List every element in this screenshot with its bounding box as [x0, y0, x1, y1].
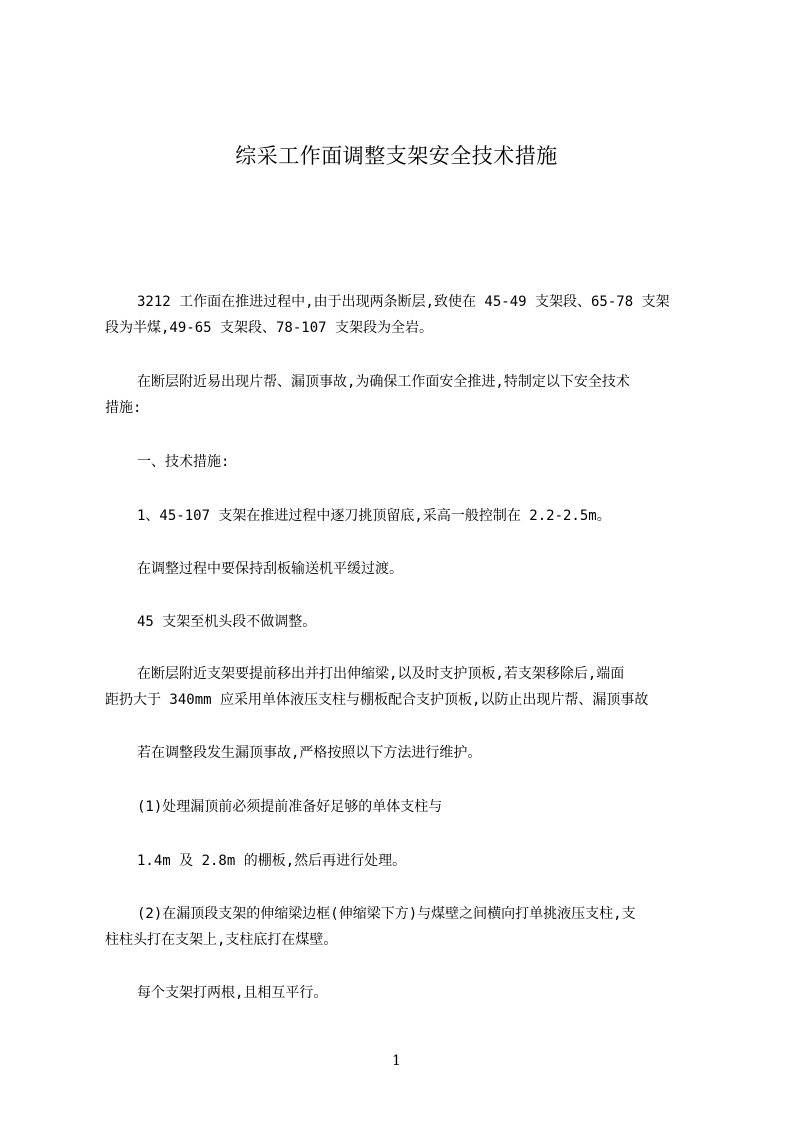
paragraph-line: (2)在漏顶段支架的伸缩梁边框(伸缩梁下方)与煤壁之间横向打单挑液压支柱,支	[137, 906, 636, 922]
paragraph-line: 柱柱头打在支架上,支柱底打在煤壁。	[105, 932, 338, 948]
paragraph-line: (1)处理漏顶前必须提前准备好足够的单体支柱与	[137, 799, 443, 815]
paragraph-1	[105, 289, 700, 341]
paragraph-line: 距扔大于 340mm 应采用单体液压支柱与棚板配合支护顶板,以防止出现片帮、漏顶事故	[105, 692, 649, 708]
paragraph-line: 45 支架至机头段不做调整。	[137, 614, 317, 630]
paragraph-4	[105, 556, 700, 582]
paragraph-line: 1、45-107 支架在推进过程中逐刀挑顶留底,采高一般控制在 2.2-2.5m。	[137, 508, 611, 524]
paragraph-line: 在调整过程中要保持刮板输送机平缓过渡。	[137, 561, 403, 577]
paragraph-11	[105, 980, 700, 1006]
paragraph-10	[105, 901, 700, 953]
paragraph-line: 措施:	[105, 400, 142, 416]
paragraph-line: 1.4m 及 2.8m 的棚板,然后再进行处理。	[137, 853, 407, 869]
paragraph-2	[105, 369, 700, 421]
document-title: 综采工作面调整支架安全技术措施	[235, 144, 558, 168]
paragraph-7	[105, 740, 700, 766]
paragraph-line: 一、技术措施:	[137, 454, 230, 470]
paragraph-6	[105, 661, 700, 713]
paragraph-line: 段为半煤,49-65 支架段、78-107 支架段为全岩。	[105, 320, 434, 336]
page-number: 1	[392, 1053, 401, 1069]
paragraph-line: 3212 工作面在推进过程中,由于出现两条断层,致使在 45-49 支架段、65-78 支架	[137, 294, 670, 310]
paragraph-measure-1	[105, 503, 700, 529]
paragraph-line: 在断层附近支架要提前移出并打出伸缩梁,以及时支护顶板,若支架移除后,端面	[137, 666, 625, 682]
paragraph-line: 在断层附近易出现片帮、漏顶事故,为确保工作面安全推进,特制定以下安全技术	[137, 374, 630, 390]
paragraph-line: 若在调整段发生漏顶事故,严格按照以下方法进行维护。	[137, 745, 482, 761]
paragraph-line: 每个支架打两根,且相互平行。	[137, 985, 328, 1001]
paragraph-5	[105, 609, 700, 635]
paragraph-8	[105, 794, 700, 820]
paragraph-9	[105, 848, 700, 874]
section-heading	[105, 449, 700, 475]
